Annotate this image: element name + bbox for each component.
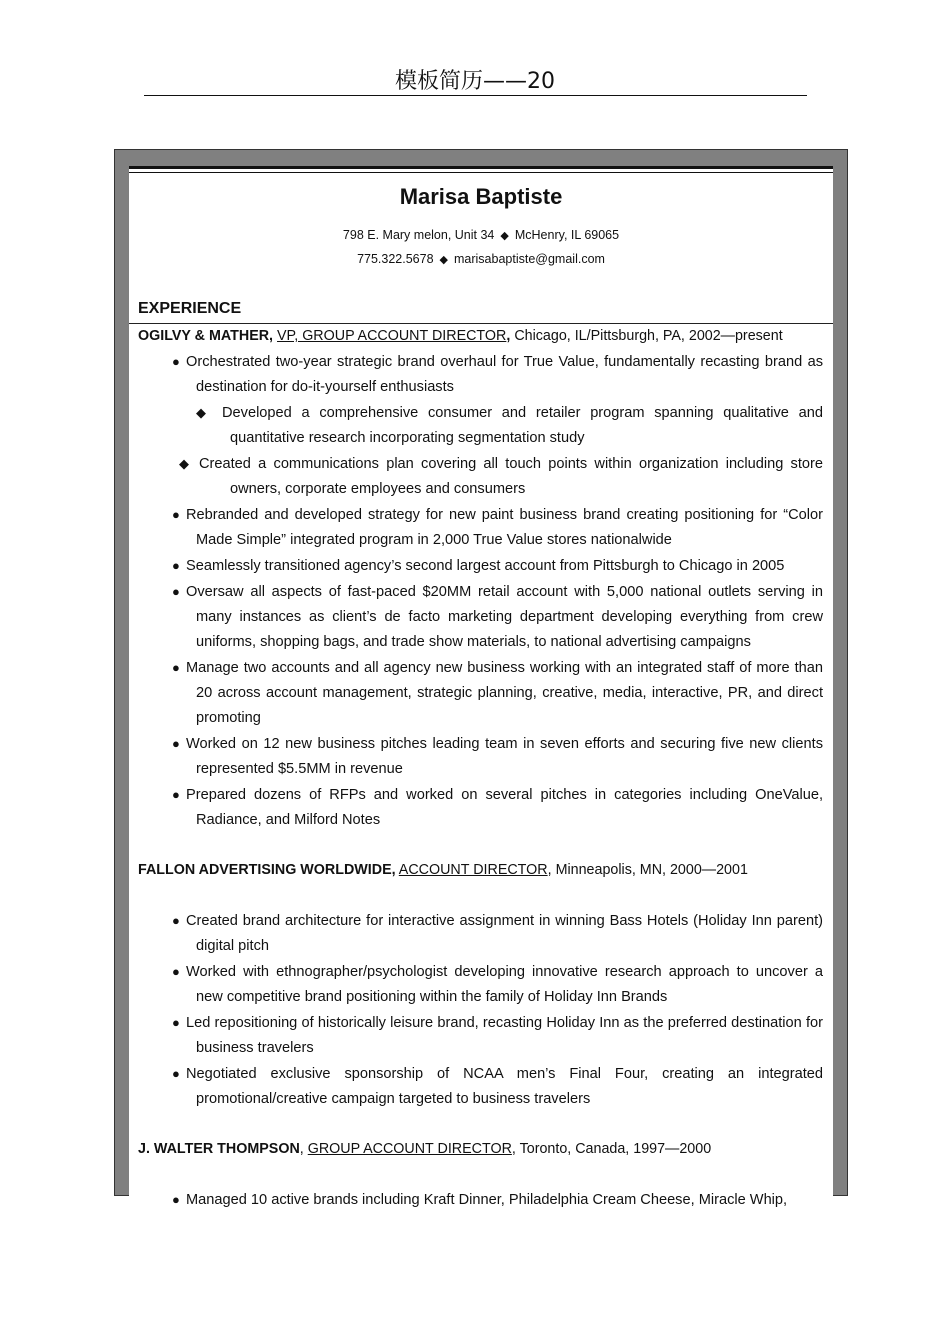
list-item: ● Worked with ethnographer/psychologist developing innovative research approach to uncover a new competitive brand positioning within the family of Holiday Inn Brands: [196, 959, 823, 1010]
list-item: ● Managed 10 active brands including Kraft Dinner, Philadelphia Cream Cheese, Miracle Whip,: [196, 1187, 823, 1213]
bullet-dot-icon: ●: [172, 558, 180, 573]
phone: 775.322.5678: [357, 252, 434, 266]
bullet-dot-icon: ●: [172, 660, 180, 675]
list-item: ● Oversaw all aspects of fast-paced $20MM retail account with 5,000 national outlets serving in many instances as client’s de facto marketing department developing everything from crew uniforms, shopping bags, and trade show materials, to national advertising campaigns: [196, 579, 823, 655]
experience-content: [129, 324, 833, 1213]
job-title: ACCOUNT DIRECTOR: [398, 862, 548, 878]
bullet-dot-icon: ●: [172, 787, 180, 802]
city: McHenry, IL 69065: [514, 228, 620, 242]
list-item: ◆ Developed a comprehensive consumer and retailer program spanning qualitative and quantitative research incorporating segmentation study: [230, 400, 823, 451]
job-details: Chicago, IL/Pittsburgh, PA, 2002—present: [510, 328, 783, 344]
spacer: [129, 1162, 833, 1187]
list-item: ● Led repositioning of historically leisure brand, recasting Holiday Inn as the preferred destination for business travelers: [196, 1010, 823, 1061]
resume-sheet: [129, 166, 833, 1208]
bullet-dot-icon: ●: [172, 964, 180, 979]
company-name: OGILVY & MATHER,: [138, 328, 274, 344]
bullet-dot-icon: ●: [172, 736, 180, 751]
list-item: ● Rebranded and developed strategy for new paint business brand creating positioning for “Color Made Simple” integrated program in 2,000 True Value stores nationalwide: [196, 502, 823, 553]
bullet-dot-icon: ●: [172, 1192, 180, 1207]
spacer: [129, 883, 833, 908]
diamond-separator-icon: ◆: [439, 254, 448, 266]
email: marisabaptiste@gmail.com: [454, 252, 605, 266]
bullet-dot-icon: ●: [172, 1015, 180, 1030]
bullet-diamond-icon: ◆: [196, 405, 206, 420]
list-item: ● Prepared dozens of RFPs and worked on several pitches in categories including OneValue, Radiance, and Milford Notes: [196, 782, 823, 833]
bullet-dot-icon: ●: [172, 584, 180, 599]
job-details: Toronto, Canada, 1997—2000: [515, 1141, 712, 1157]
address: 798 E. Mary melon, Unit 34: [342, 228, 495, 242]
bullet-dot-icon: ●: [172, 507, 180, 522]
job-header: [129, 858, 833, 883]
document-title: 模板简历——20: [395, 69, 555, 94]
diamond-separator-icon: ◆: [500, 230, 509, 242]
job-title: GROUP ACCOUNT DIRECTOR: [307, 1141, 512, 1157]
job-details: Minneapolis, MN, 2000—2001: [551, 862, 748, 878]
job-header: [129, 324, 833, 349]
job-title-separator: ,: [547, 862, 552, 878]
bullet-dot-icon: ●: [172, 1066, 180, 1081]
contact-phone-line: [129, 252, 833, 266]
candidate-name: Marisa Baptiste: [399, 184, 563, 209]
company-name: FALLON ADVERTISING WORLDWIDE,: [138, 862, 396, 878]
company-separator: ,: [299, 1141, 308, 1157]
job-title-separator: ,: [506, 328, 511, 344]
job-title: VP, GROUP ACCOUNT DIRECTOR: [277, 328, 507, 344]
bullet-diamond-icon: ◆: [179, 456, 189, 471]
list-item: ● Seamlessly transitioned agency’s second largest account from Pittsburgh to Chicago in 2005: [196, 553, 823, 579]
list-item: ● Worked on 12 new business pitches leading team in seven efforts and securing five new clients represented $5.5MM in revenue: [196, 731, 823, 782]
header-rule-thick: [129, 166, 833, 169]
bullet-dot-icon: ●: [172, 913, 180, 928]
job-header: [129, 1137, 833, 1162]
spacer: [129, 1112, 833, 1137]
list-item: ● Manage two accounts and all agency new business working with an integrated staff of more than 20 across account management, strategic planning, creative, media, interactive, PR, and direct promoting: [196, 655, 823, 731]
bullet-dot-icon: ●: [172, 354, 180, 369]
list-item: ● Orchestrated two-year strategic brand overhaul for True Value, fundamentally recasting brand as destination for do-it-yourself enthusiasts: [196, 349, 823, 400]
list-item: ● Negotiated exclusive sponsorship of NCAA men’s Final Four, creating an integrated promotional/creative campaign targeted to business travelers: [196, 1061, 823, 1112]
title-underline: [144, 95, 807, 96]
section-heading-experience: EXPERIENCE: [138, 300, 242, 317]
contact-address-line: [129, 228, 833, 242]
spacer: [129, 833, 833, 858]
header-rule-thin: [129, 172, 833, 173]
company-name: J. WALTER THOMPSON: [138, 1141, 300, 1157]
job-title-separator: ,: [511, 1141, 516, 1157]
list-item: ◆ Created a communications plan covering all touch points within organization including store owners, corporate employees and consumers: [230, 451, 823, 502]
list-item: ● Created brand architecture for interactive assignment in winning Bass Hotels (Holiday Inn parent) digital pitch: [196, 908, 823, 959]
